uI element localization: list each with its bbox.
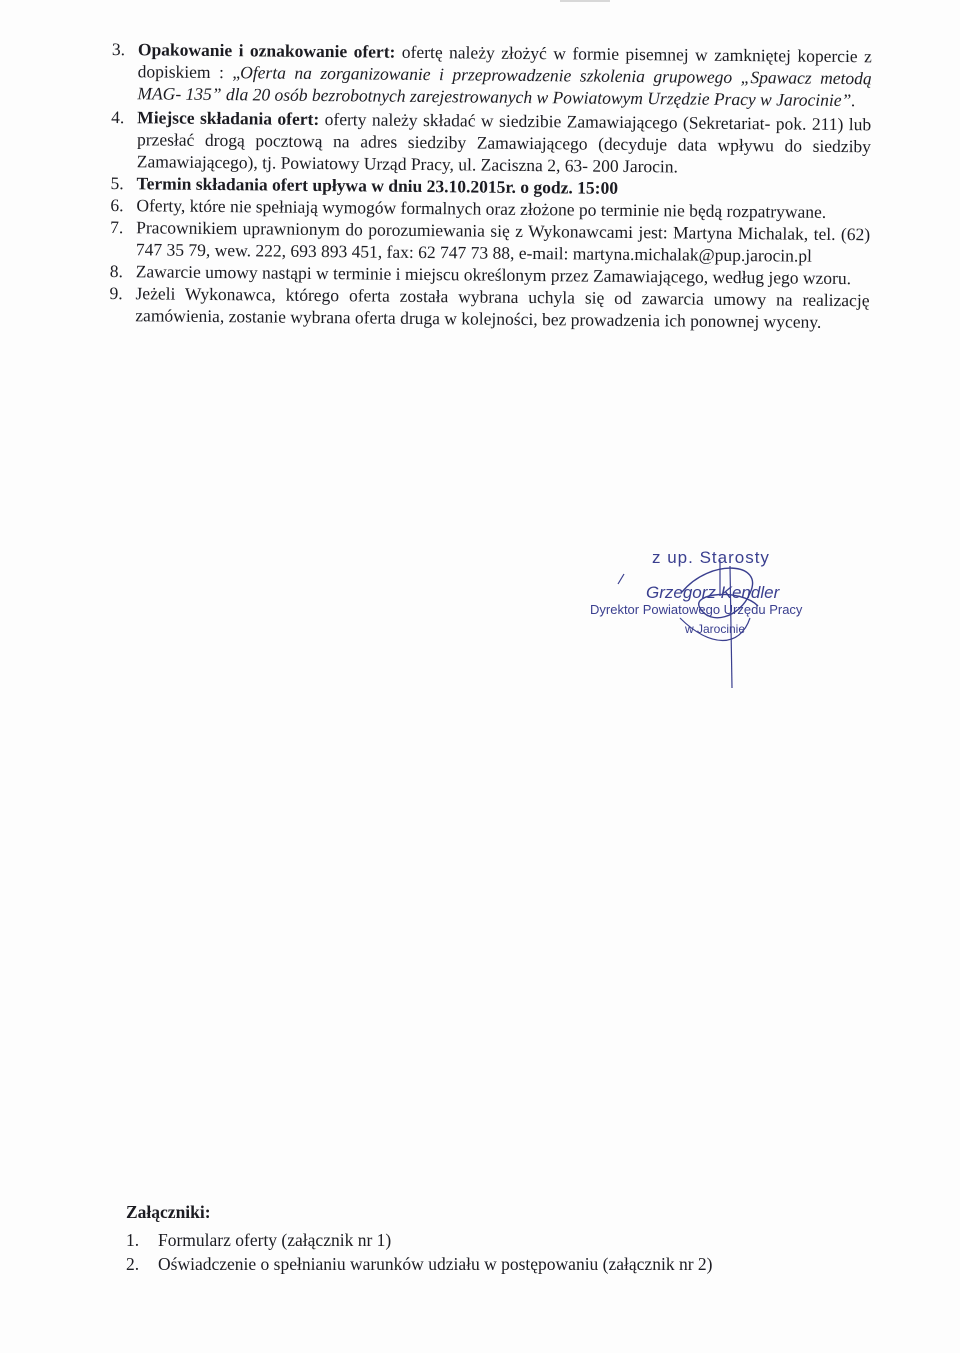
stamp-line-authority: z up. Starosty (652, 548, 770, 567)
stamp-line-location: w Jarocinie (685, 622, 746, 636)
item-number: 6. (110, 194, 124, 216)
attachment-text: Formularz oferty (załącznik nr 1) (158, 1230, 392, 1250)
attachment-number: 1. (126, 1230, 140, 1250)
attachments-heading: Załączniki: (126, 1202, 211, 1222)
scan-edge-mark (560, 0, 610, 2)
contact-text: Pracownikiem uprawnionym do porozumiewania się z Wykonawcami jest: Martyna Michalak, tel. (62) 747 35 79, wew. 222, 693 893 451, fax: 62 747 73 88, e-mail: martyna.michalak@pup.jarocin.pl (135, 217, 871, 266)
attachment-item (126, 1228, 826, 1252)
item-number: 9. (109, 282, 123, 304)
item-text-plain: Zawarcie umowy nastąpi w terminie i miejscu określonym przez Zamawiającego, według jego wzoru. (135, 261, 852, 289)
stamp-line-name: Grzegorz Kendler (646, 583, 780, 602)
item-number: 5. (110, 172, 124, 194)
deadline-text: Termin składania ofert upływa w dniu 23.10.2015r. o godz. 15:00 (136, 173, 619, 198)
item-text-plain: oferty należy składać w siedzibie Zamawiającego (Sekretariat- pok. 211) lub przesłać drogą pocztową na adres siedziby Zamawiającego (decyduje data wpływu do siedziby Zamawiającego), tj. Powiatowy Urząd Pracy, ul. Zaciszna 2, 63- 200 Jarocin. (136, 108, 872, 177)
attachment-text: Oświadczenie o spełnianiu warunków udziału w postępowaniu (załącznik nr 2) (158, 1254, 713, 1274)
stamp-line-title: Dyrektor Powiatowego Urzędu Pracy (590, 602, 803, 617)
list-item (110, 216, 870, 267)
item-number: 8. (109, 260, 123, 282)
item-text-italic: Oferta na zorganizowanie i przeprowadzenie szkolenia grupowego „Spawacz metodą MAG- 135” dla 20 osób bezrobotnych zarejestrowanych w Powiatowym Urzędzie Pracy w Jarocinie”. (137, 62, 872, 111)
item-number: 7. (110, 216, 124, 238)
attachments-section (126, 1200, 826, 1276)
item-text-plain: Jeżeli Wykonawca, którego oferta została wybrana uchyla się od zawarcia umowy na realizację zamówienia, zostanie wybrana oferta druga w kolejności, bez prowadzenia ich ponownej wyceny. (135, 283, 870, 332)
item-text (137, 38, 872, 111)
item-text-plain: ofertę należy złożyć w formie pisemnej w zamkniętej kopercie z dopiskiem : „ (137, 41, 872, 83)
item-heading: Opakowanie i oznakowanie ofert: (137, 39, 396, 62)
list-item (111, 106, 872, 179)
list-item (109, 282, 869, 333)
item-number: 4. (111, 106, 125, 128)
item-text-plain: Oferty, które nie spełniają wymogów formalnych oraz złożone po terminie nie będą rozpatrywane. (136, 195, 827, 222)
item-text (135, 282, 869, 333)
attachment-item (126, 1252, 826, 1276)
attachment-number: 2. (126, 1254, 140, 1274)
document-body (109, 38, 872, 333)
item-number: 3. (111, 38, 126, 60)
official-stamp (590, 548, 850, 688)
list-item (111, 38, 872, 111)
item-heading: Miejsce składania ofert: (137, 107, 320, 129)
signature-drawing (590, 548, 850, 688)
item-text (137, 106, 872, 179)
item-text (136, 216, 870, 267)
